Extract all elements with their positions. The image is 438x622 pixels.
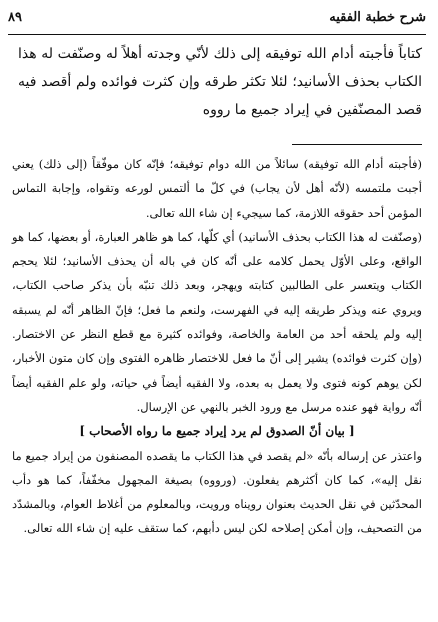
page-number: ٨٩ (8, 10, 22, 25)
section-heading: [ بيان أنّ الصدوق لم يرد إيراد جميع ما رواه الأصحاب ] (79, 424, 355, 439)
commentary-block (12, 152, 422, 541)
running-title: شرح خطبة الفقيه (329, 10, 426, 25)
page-header (8, 4, 426, 35)
footnote-divider (292, 144, 422, 145)
section-paragraph: واعتذر عن إرساله بأنّه «لم يقصد في هذا الكتاب ما يقصده المصنفون من إيراد جميع ما نقل إليه»، كما كان أكثرهم يفعلون. (ورووه) بصيغة المجهول مخفّفاً، كما هو دأب المحدّثين في نقل الحديث بعنوان رويناه ورويت، وبالمعلوم من أغلاط العوام، وبالمشدّد من التصحيف، وإن أمكن إصلاحه لكن ليس دأبهم، كما ستقف عليه إن شاء الله تعالى. (12, 448, 422, 536)
main-text: كتاباً فأجبته أدام الله توفيقه إلى ذلك لأنّي وجدته أهلاً له وصنّفت له هذا الكتاب بحذف الأسانيد؛ لئلا تكثر طرقه وإن كثرت فوائده ولم أقصد فيه قصد المصنّفين في إيراد جميع ما رووه (18, 46, 422, 118)
commentary-paragraph-2: (وصنّفت له هذا الكتاب بحذف الأسانيد) أي كلّها، كما هو ظاهر العبارة، أو بعضها، كما هو الواقع، وعلى الأوّل يحمل كلامه على أنّه كان في باله أن يحذف الأسانيد؛ لئلا يحجم الكتاب ويتعسر على الطالبين كتابته ويهجر، وبعد ذلك تنبّه بأن يذكر صاحب الكتاب، ويروي عنه ويذكر طريقه إليه في الفهرست، ولنعم ما فعل؛ فإنّ الظاهر أنّه لم يسبقه إليه ولم يلحقه أحد من العامة والخاصة، وفوائده كثيرة مع قطع النظر عن الاختصار. (وإن كثرت فوائده) يشير إلى أنّ ما فعل للاختصار ظاهره الفتوى وإن كان متون الأخبار، لكن يوهم كونه فتوى ولا يعمل به بعده، ولا الفقيه أيضاً في حياته، ولو علم الفقيه أيضاً أنّه رواية فهو عنده مرسل مع ورود الخبر بالنهي عن الإرسال. (12, 229, 422, 414)
commentary-paragraph-1: (فأجبته أدام الله توفيقه) سائلاً من الله دوام توفيقه؛ فإنّه كان موفّقاً (إلى ذلك) يعني أجبت ملتمسه (لأنّه أهل لأن يجاب) في كلّ ما ألتمس لورعه وتقواه، وإجابة التماس المؤمن أحد حقوقه اللازمة، كما سيجيء إن شاء الله تعالى. (12, 157, 422, 220)
main-text-block (18, 40, 422, 124)
